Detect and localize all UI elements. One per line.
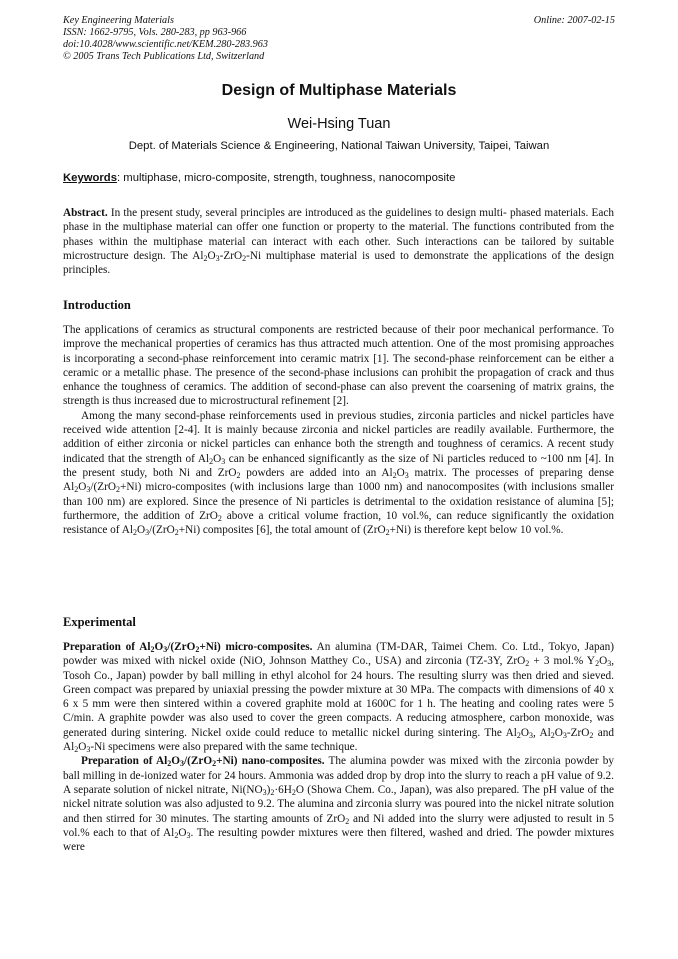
keywords-text: : multiphase, micro-composite, strength, toughness, nanocomposite <box>117 172 456 184</box>
keywords-label: Keywords <box>63 172 117 184</box>
text-run: O (Showa Chem. Co., Japan), was also prepared. The pH value of the nickel nitrate solution was also adjusted to 9.2. The alumina and zirconia slurry was poured into the nickel nitrate solution and then stirred for 30 minutes. The starting amounts of ZrO <box>63 783 614 825</box>
subscript: 2 <box>550 730 555 740</box>
doi-line: doi:10.4028/www.scientific.net/KEM.280-283.963 <box>63 39 268 50</box>
text-run: ·6H <box>274 783 292 796</box>
text-run: +Ni) is therefore kept below 10 vol.%. <box>389 524 564 537</box>
text-run: powders are added into an Al <box>240 466 393 479</box>
abstract-text: In the present study, several principles are introduced as the guidelines to design multi- phased materials. Each phase in the multiphase material can offer one function or property to the material. The functions contributed from the phases within the multiphase material can interact with each other. Such interactions can be tailored by suitable microstructure design. The Al <box>63 207 614 262</box>
subscript: 2 <box>212 759 217 769</box>
subscript: 3 <box>404 470 409 480</box>
text-run: , Tosoh Co., Japan) powder by ball milling in ethyl alcohol for 24 hours. The resulting slurry was then dried and sieved. Green compact was prepared by uniaxial pressing the powder mixture at 30 MPa. The compacts with dimensions of 40 x 6 x 5 mm were then sintered within a covered graphite mold at 1600C for 1 h. The heating and cooling rates were 5 C/min. A graphite powder was also used to cover the green compacts. A reducing atmosphere, carbon monoxide, was generated during sintering. Nickel oxide could reduce to metallic nickel during sintering. The Al <box>63 655 614 739</box>
subscript: 2 <box>385 528 390 538</box>
exp-paragraph-1 <box>63 640 614 754</box>
paper-title: Design of Multiphase Materials <box>221 82 457 99</box>
journal-header <box>63 15 615 63</box>
subscript: 2 <box>174 830 179 840</box>
subscript: 2 <box>167 759 172 769</box>
abstract-text: O <box>207 249 216 262</box>
text-run: ) <box>266 783 271 796</box>
text-run: O <box>396 466 405 479</box>
subscript: 3 <box>86 485 91 495</box>
text-run: O <box>213 452 222 465</box>
subscript: 2 <box>150 645 155 654</box>
text-run: Among the many second-phase reinforcements used in previous studies, zirconia particles and nickel particles have received wide attention [2-4]. It is mainly because zirconia and nickel particles are readily available. Furthermore, the addition of either zirconia or nickel particles can enhance both the strength and toughness of ceramics. A recent study indicated that the strength of Al <box>63 409 614 465</box>
text-run: , Al <box>532 726 551 739</box>
subscript: 3 <box>163 645 168 654</box>
text-run: + 3 mol.% Y <box>529 655 596 668</box>
text-run: +Ni) nano-composites. <box>216 755 325 768</box>
subscript: 2 <box>209 456 214 466</box>
subscript: 3 <box>607 659 612 669</box>
subscript: 2 <box>242 253 247 263</box>
experimental-section <box>63 640 614 854</box>
exp-paragraph-2 <box>63 754 614 854</box>
text-run: can be enhanced significantly as the size of Ni particles reduced to ~100 nm [4]. In the present study, both Ni and ZrO <box>63 452 615 479</box>
subscript: 3 <box>528 730 533 740</box>
subscript: 3 <box>221 456 226 466</box>
introduction-section <box>63 323 614 537</box>
text-run: An alumina (TM-DAR, Taimei Chem. Co. Ltd., Tokyo, Japan) powder was mixed with nickel oxide (NiO, Johnson Matthey Co., USA) and zirconia (TZ-3Y, ZrO <box>63 641 614 668</box>
text-run: -Ni specimens were also prepared with the same technique. <box>90 741 358 754</box>
text-run: O <box>136 524 146 537</box>
subscript: 2 <box>525 659 530 669</box>
text-run: O <box>554 726 563 739</box>
text-run: +Ni) composites [6], the total amount of (ZrO <box>178 524 386 537</box>
intro-paragraph-1: The applications of ceramics as structural components are restricted because of their poor mechanical performance. To improve the mechanical properties of ceramics has thus attracted much attention. One of the most promising approaches is incorporating a second-phase reinforcement into ceramic matrix [1]. The second-phase reinforcement can be either a ceramic or a metallic phase. The presence of the second-phase inclusions can prohibit the propagation of crack and thus enhance the toughness of ceramics. The addition of second-phase can also prevent the coarsening of matrix grains, the strength is thus increased due to microstructural refinement [2]. <box>63 324 614 408</box>
subscript: 3 <box>215 253 220 263</box>
subscript: 2 <box>217 513 222 523</box>
subscript: 3 <box>180 759 184 769</box>
text-run: /(ZrO <box>149 524 175 537</box>
subscript: 2 <box>516 730 521 740</box>
abstract-text: -ZrO <box>219 249 243 262</box>
keywords-line <box>63 172 623 184</box>
text-run: O <box>599 655 608 668</box>
subscript: 2 <box>132 528 137 538</box>
subsection-title-micro <box>63 641 312 653</box>
text-run: O <box>171 755 180 768</box>
text-run: and Al <box>63 726 614 754</box>
subscript: 3 <box>262 787 267 797</box>
text-run: O <box>520 726 529 739</box>
subscript: 2 <box>595 659 600 669</box>
text-run: matrix. The processes of preparing dense Al <box>63 466 614 494</box>
text-run: O <box>178 826 187 839</box>
issn-line: ISSN: 1662-9795, Vols. 280-283, pp 963-966 <box>63 27 247 38</box>
text-run: O <box>78 741 87 754</box>
introduction-heading: Introduction <box>63 298 131 312</box>
subscript: 2 <box>236 470 241 480</box>
subsection-title-nano <box>81 755 325 767</box>
subscript: 2 <box>203 253 208 263</box>
text-run: /(ZrO <box>167 641 196 653</box>
text-run: O <box>78 481 87 494</box>
journal-name: Key Engineering Materials <box>63 15 174 26</box>
subscript: 2 <box>174 528 179 538</box>
copyright-line: © 2005 Trans Tech Publications Ltd, Switzerland <box>63 51 265 62</box>
subscript: 3 <box>86 745 91 755</box>
subscript: 3 <box>562 730 567 740</box>
text-run: The alumina powder was mixed with the zirconia powder by ball milling in de-ionized water for 24 hours. Ammonia was added drop by drop into the slurry to reach a pH value of 9.2. A separate solution of nickel nitrate, Ni(NO <box>63 755 614 796</box>
affiliation: Dept. of Materials Science & Engineering, National Taiwan University, Taipei, Taiwan <box>128 140 550 152</box>
subscript: 2 <box>345 816 350 826</box>
subscript: 2 <box>116 485 120 495</box>
subscript: 2 <box>74 745 79 755</box>
subscript: 3 <box>186 830 191 840</box>
text-run: above a critical volume fraction, 10 vol.%, can reduce significantly the oxidation resistance of Al <box>63 509 615 537</box>
text-run: /(ZrO <box>184 755 213 768</box>
subscript: 2 <box>291 787 296 797</box>
text-run: -ZrO <box>566 726 590 739</box>
subscript: 2 <box>74 485 79 495</box>
abstract <box>63 206 614 277</box>
subscript: 3 <box>145 528 150 538</box>
experimental-heading: Experimental <box>63 615 136 629</box>
subscript: 2 <box>392 470 397 480</box>
online-date: Online: 2007-02-15 <box>533 15 615 26</box>
text-run: /(ZrO <box>90 481 116 494</box>
abstract-paragraph <box>63 206 614 277</box>
text-run: Preparation of Al <box>81 755 168 768</box>
text-run: . The resulting powder mixtures were then filtered, washed and dried. The powder mixtures were <box>63 826 614 854</box>
text-run: O <box>154 641 164 653</box>
author-name: Wei-Hsing Tuan <box>287 116 391 132</box>
abstract-label: Abstract. <box>63 207 108 219</box>
abstract-text: -Ni multiphase material is used to demonstrate the applications of the design principles. <box>63 249 615 277</box>
text-run: +Ni) micro-composites (with inclusions large than 1000 nm) and nanocomposites (with inclusions smaller than 100 nm) are explored. Since the presence of Ni particles is detrimental to the oxidation resistance of alumina [5]; furthermore, the addition of ZrO <box>63 481 614 522</box>
text-run: and Ni added into the slurry were adjusted to result in 5 vol.% each to that of Al <box>63 812 614 839</box>
subscript: 2 <box>270 787 275 797</box>
text-run: +Ni) micro-composites. <box>199 641 313 653</box>
subscript: 2 <box>195 645 200 654</box>
intro-paragraph-2 <box>63 409 614 538</box>
subscript: 2 <box>589 730 594 740</box>
text-run: Preparation of Al <box>63 641 151 653</box>
